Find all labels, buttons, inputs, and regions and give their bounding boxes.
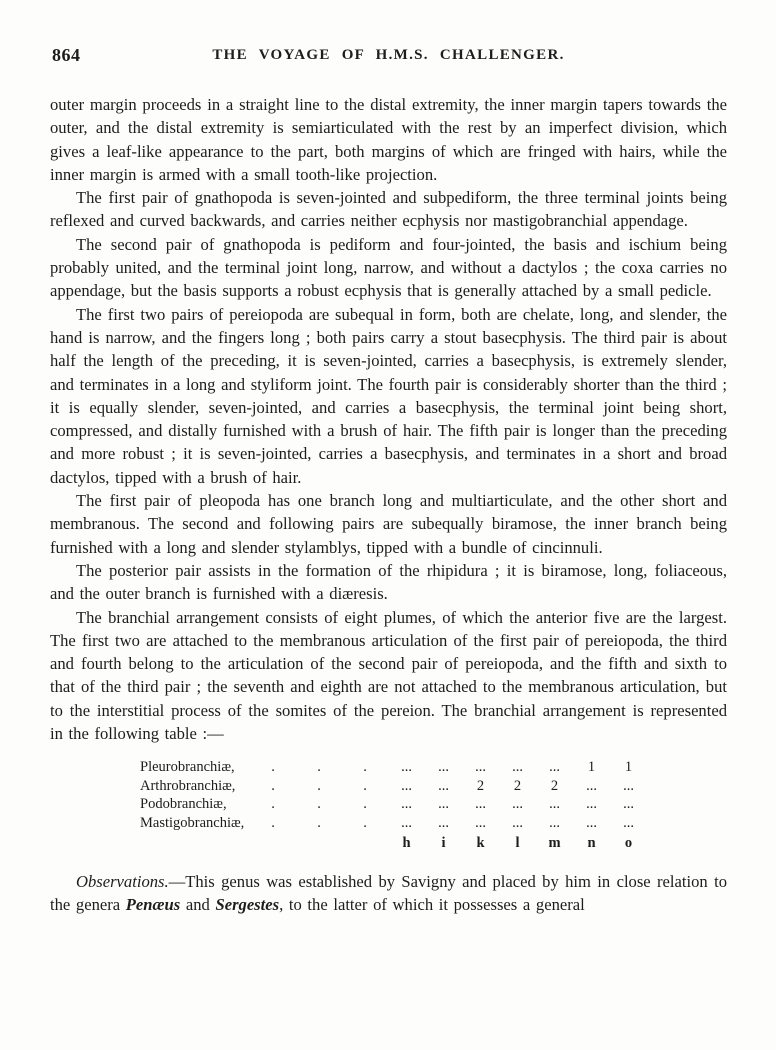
cell-value: ... [512,796,523,813]
column-letter: k [476,835,485,852]
body-text [50,93,727,916]
cell-value: ... [401,796,412,813]
cell-value: ... [586,796,597,813]
table-letters-row [140,835,727,854]
cell-value: ... [401,814,412,831]
cell-value: 1 [587,759,596,776]
leader-dot: . [363,814,367,831]
cell-value: ... [623,777,634,794]
cell-value: ... [438,759,449,776]
leader-dot: . [271,759,275,776]
leader-dot: . [271,796,275,813]
cell-value: ... [623,814,634,831]
cell-value: ... [512,814,523,831]
cell-value: ... [438,796,449,813]
cell-value: ... [401,777,412,794]
cell-value: ... [475,814,486,831]
genus-penaeus: Penæus [125,895,181,915]
paragraph-posterior-pair: The posterior pair assists in the formation of the rhipidura ; it is biramose, long, foliaceous, and the outer branch is furnished with a diæresis. [50,560,727,604]
cell-value: 2 [476,777,485,794]
branchial-table [140,759,727,854]
observations-lead-word: Observations. [76,871,169,891]
leader-dot: . [317,796,321,813]
column-letter: i [441,835,446,852]
running-title: THE VOYAGE OF H.M.S. CHALLENGER. [212,47,565,63]
cell-value: ... [549,814,560,831]
paragraph-branchial-arrangement: The branchial arrangement consists of eight plumes, of which the anterior five are the largest. The first two are attached to the membranous articulation of the first pair of pereiopoda, the third and fourth belong to the articulation of the second pair of pereiopoda, and the fifth and sixth to that of the third pair ; the seventh and eighth are not attached to the membranous articulation, but to the interstitial process of the somites of the pereion. The branchial arrangement is represented in the following table :— [50,607,727,744]
cell-value: ... [438,814,449,831]
cell-value: ... [549,796,560,813]
leader-dot: . [271,777,275,794]
table-row-arthrobranchiae [140,778,727,797]
cell-value: ... [549,759,560,776]
row-label: Mastigobranchiæ, [140,814,245,831]
cell-value: ... [623,796,634,813]
leader-dot: . [363,796,367,813]
column-letter: l [515,835,520,852]
genus-sergestes: Sergestes [215,895,280,915]
cell-value: 1 [624,759,633,776]
leader-dot: . [271,814,275,831]
cell-value: ... [401,759,412,776]
column-letter: n [587,835,596,852]
table-row-mastigobranchiae [140,815,727,834]
cell-value: ... [512,759,523,776]
observations-text: , to the latter of which it possesses a general [279,895,585,915]
cell-value: 2 [513,777,522,794]
cell-value: ... [586,777,597,794]
paragraph-gnathopoda-second: The second pair of gnathopoda is pediform and four-jointed, the basis and ischium being probably united, and the terminal joint long, narrow, and without a dactylos ; the coxa carries no appendage, but the basis supports a robust ecphysis that is generally attached by a small pedicle. [50,234,727,301]
table-row-podobranchiae [140,796,727,815]
paragraph-observations [50,870,727,917]
cell-value: ... [475,796,486,813]
column-letter: o [624,835,633,852]
observations-text: and [180,895,216,915]
paragraph-gnathopoda-first: The first pair of gnathopoda is seven-jointed and subpediform, the three terminal joints being reflexed and curved backwards, and carries neither ecphysis nor mastigobranchial appendage. [50,188,727,231]
leader-dot: . [317,759,321,776]
cell-value: ... [438,777,449,794]
paragraph-pleopoda: The first pair of pleopoda has one branch long and multiarticulate, and the other short and membranous. The second and following pairs are subequally biramose, the inner branch being furnished with a long and slender stylamblys, tipped with a bundle of cincinnuli. [50,491,727,557]
leader-dot: . [317,777,321,794]
cell-value: ... [586,814,597,831]
paragraph-pereiopoda: The first two pairs of pereiopoda are subequal in form, both are chelate, long, and slender, the hand is narrow, and the fingers long ; both pairs carry a stout basecphysis. The third pair is about half the length of the preceding, it is seven-jointed, carries a basecphysis, is extremely slender, and terminates in a long and styliform joint. The fourth pair is considerably shorter than the third ; it is equally slender, seven-jointed, and carries a basecphysis, the terminal joint being short, compressed, and distally furnished with a brush of hair. The fifth pair is longer than the preceding and more robust ; it is seven-jointed, carries a basecphysis, and terminates in a short and broad dactylos, tipped with a brush of hair. [50,304,727,487]
column-letter: h [402,835,411,852]
column-letter: m [548,835,561,852]
cell-value: 2 [550,777,559,794]
leader-dot: . [317,814,321,831]
leader-dot: . [363,777,367,794]
page-header [50,45,727,66]
leader-dot: . [363,759,367,776]
row-label: Pleurobranchiæ, [140,759,235,776]
table-row-pleurobranchiae [140,759,727,778]
paragraph-continuation: outer margin proceeds in a straight line to the distal extremity, the inner margin tapers towards the outer, and the distal extremity is semiarticulated with the rest by an imperfect division, which gives a leaf-like appearance to the part, both margins of which are fringed with hairs, while the inner margin is armed with a small tooth-like projection. [50,95,727,184]
row-label: Podobranchiæ, [140,796,227,813]
row-label: Arthrobranchiæ, [140,777,236,794]
page-number: 864 [52,45,81,65]
observations-text: —This genus was established by Savigny and placed by him in close relation to the genera [50,871,727,915]
cell-value: ... [475,759,486,776]
